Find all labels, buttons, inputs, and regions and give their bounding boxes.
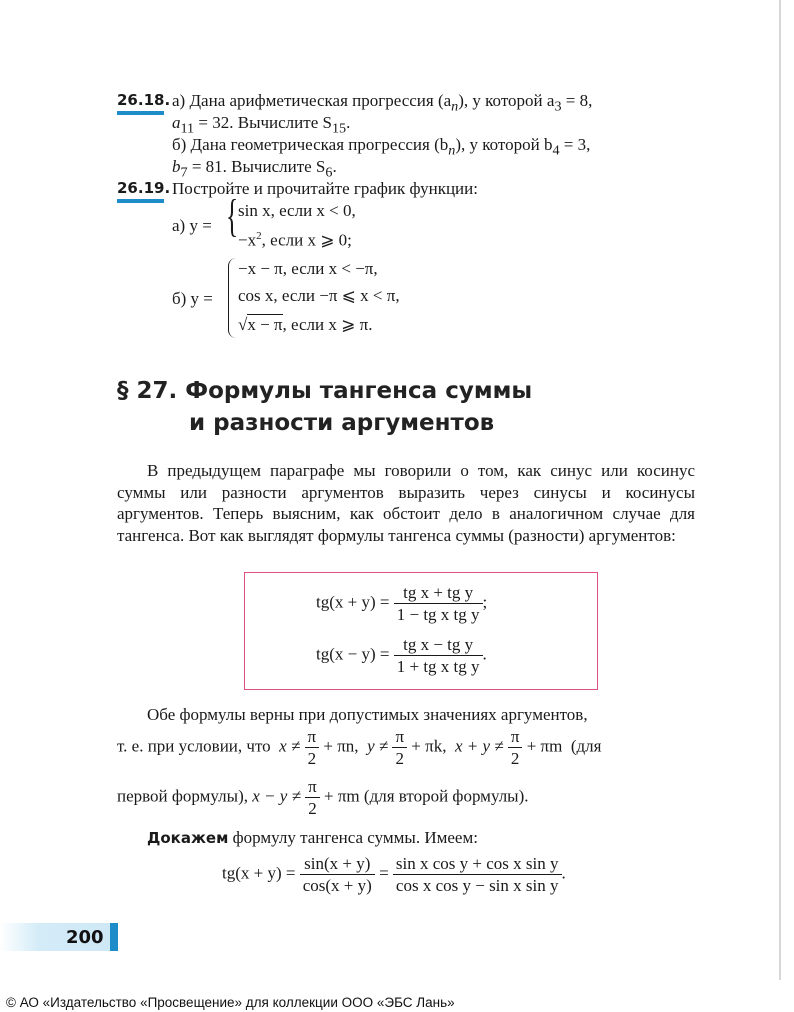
piecewise-b-case2: cos x, если −π ⩽ x < π, — [238, 286, 400, 305]
page-edge-rule — [779, 0, 781, 980]
section-title-line2: и разности аргументов — [189, 410, 495, 436]
formula-tan-sum: tg(x + y) = $\frac{\text{tg x + tg y}}{\text{1 − tg x tg y}}$ ; — [316, 583, 488, 624]
proof-formula: tg(x + y) = $\frac{\sin(x + y)}{\cos(x + y)}$ = $\frac{\text{sin x cos y + cos x sin y}}{\text{cos x cos y − sin x sin y}}$ . — [222, 854, 566, 895]
problem-number-underline — [117, 111, 164, 115]
piecewise-b-label: б) y = — [172, 289, 213, 308]
piecewise-a-case2: $-x^2$, если x ⩾ 0; — [238, 230, 352, 250]
page-number: 200 — [66, 927, 104, 948]
problem-26-18-b-line1: б) Дана геометрическая прогрессия $(b_n)$, у которой $b_4 = 3$, — [172, 135, 591, 159]
conditions-line2: т. е. при условии, что x ≠ $\frac{\pi}{2}$ + πn, y ≠ $\frac{\pi}{2}$ + πk, x + y ≠ $\frac{\pi}{2}$ + πm (для — [117, 727, 602, 768]
piecewise-b-case1: −x − π, если x < −π, — [238, 259, 378, 278]
page-number-bar-accent — [110, 923, 118, 951]
proof-intro: Докажем формулу тангенса суммы. Имеем: — [147, 828, 478, 847]
problem-26-19-intro: Постройте и прочитайте график функции: — [172, 179, 478, 198]
section-title-line1: § 27. Формулы тангенса суммы — [117, 378, 533, 404]
problem-26-18-a-line2: $a_{11} = 32$. Вычислите $S_{15}$. — [172, 113, 351, 137]
section-title — [117, 375, 532, 439]
problem-number-26-19: 26.19. — [117, 179, 171, 197]
conditions-line3: первой формулы), x − y ≠ $\frac{\pi}{2}$ + πm (для второй формулы). — [117, 777, 529, 818]
problem-number-26-18: 26.18. — [117, 91, 171, 109]
piecewise-b-case3: √x − π, если x ⩾ π. — [238, 315, 373, 334]
piecewise-a-case1: sin x, если x < 0, — [238, 201, 356, 220]
intro-paragraph: В предыдущем параграфе мы говорили о том, как синус или косинус суммы или разности аргументов выразить через синусы и косинусы аргументов. Теперь выясним, как обстоит дело в аналогичном случае для тангенса. Вот как выглядят формулы тангенса суммы (разности) аргументов: — [117, 461, 695, 545]
copyright-footer: © АО «Издательство «Просвещение» для коллекции ООО «ЭБС Лань» — [6, 995, 455, 1010]
problem-26-18-b-line2: $b_7 = 81$. Вычислите $S_6$. — [172, 157, 337, 181]
piecewise-a-label: а) y = — [172, 216, 212, 235]
formula-tan-diff: tg(x − y) = $\frac{\text{tg x − tg y}}{\text{1 + tg x tg y}}$ . — [316, 635, 487, 676]
piecewise-a-brace: { — [226, 190, 239, 241]
problem-26-18-a-line1: а) Дана арифметическая прогрессия $(a_n)$, у которой $a_3 = 8$, — [172, 91, 593, 115]
conditions-line1: Обе формулы верны при допустимых значениях аргументов, — [147, 705, 588, 724]
problem-number-underline — [117, 199, 164, 203]
